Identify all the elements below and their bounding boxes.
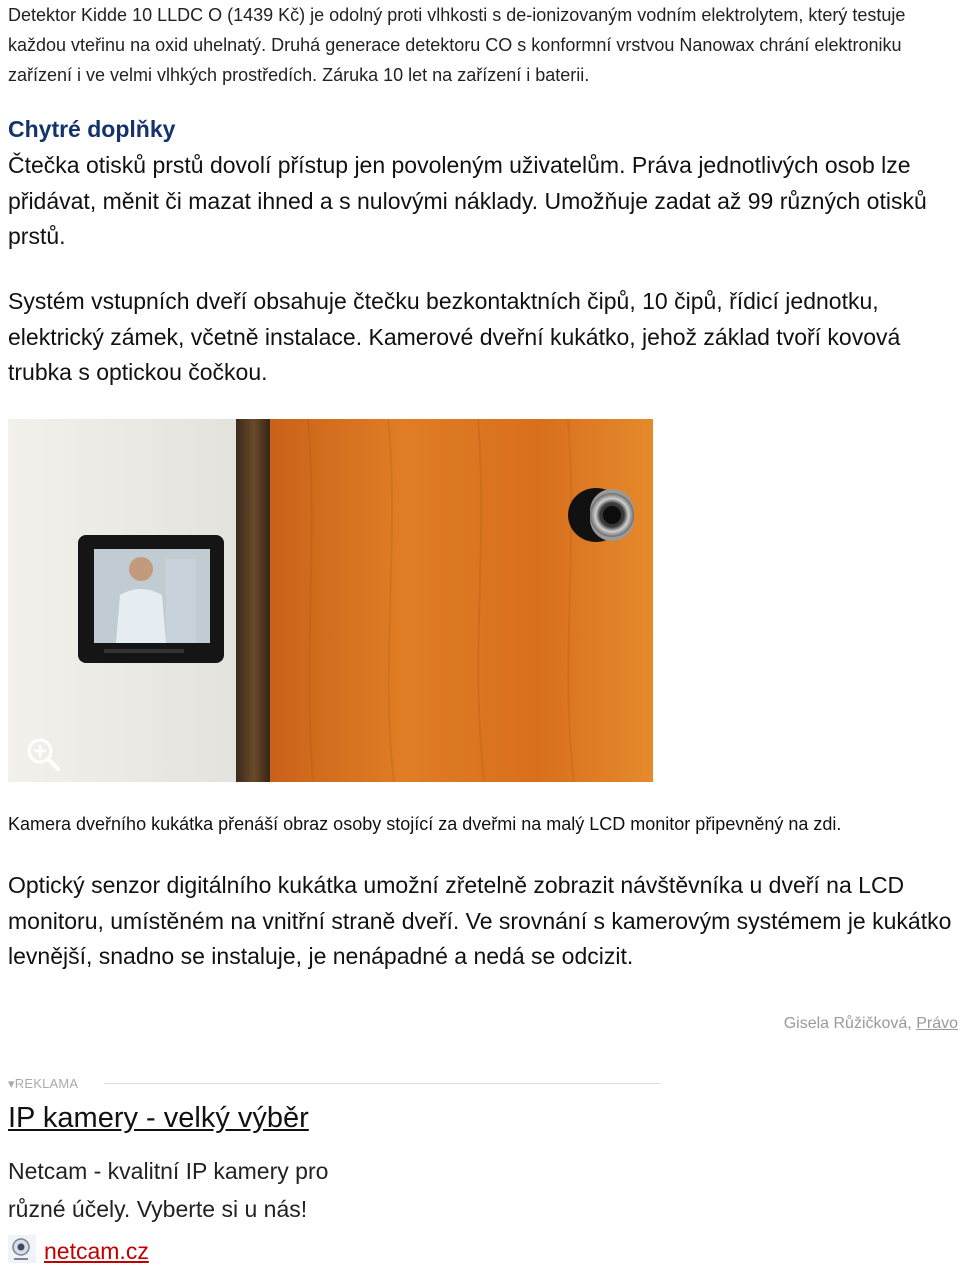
netcam-logo-icon[interactable] bbox=[8, 1235, 36, 1263]
byline bbox=[784, 1015, 958, 1033]
ad-divider bbox=[104, 1083, 661, 1084]
photo-caption: Kamera dveřního kukátka přenáší obraz osoby stojící za dveřmi na malý LCD monitor připevněný na zdi. bbox=[8, 814, 842, 834]
article-photo[interactable] bbox=[8, 419, 653, 782]
ad-title-link[interactable]: IP kamery - velký výběr bbox=[8, 1102, 309, 1134]
paragraph-entry-system: Systém vstupních dveří obsahuje čtečku bezkontaktních čipů, 10 čipů, řídicí jednotku, elektrický zámek, včetně instalace. Kamerové dveřní kukátko, jehož základ tvoří kovová trubka s optickou čočkou. bbox=[8, 288, 901, 385]
byline-source-link[interactable]: Právo bbox=[916, 1015, 958, 1032]
byline-author: Gisela Růžičková, bbox=[783, 1015, 917, 1032]
zoom-in-icon[interactable] bbox=[26, 737, 62, 773]
door-frame bbox=[236, 419, 272, 782]
paragraph-fingerprint: Čtečka otisků prstů dovolí přístup jen povoleným uživatelům. Práva jednotlivých osob lze přidávat, měnit či mazat ihned a s nulovými náklady. Umožňuje zadat až 99 různých otisků prstů. bbox=[8, 152, 927, 249]
ad-description: Netcam - kvalitní IP kamery pro různé účely. Vyberte si u nás! bbox=[8, 1158, 329, 1222]
paragraph-digital-peephole: Optický senzor digitálního kukátka umožní zřetelně zobrazit návštěvníka u dveří na LCD monitoru, umístěném na vnitřní straně dveří. Ve srovnání s kamerovým systémem je kukátko levnější, snadno se instaluje, je nenápadné a nedá se odcizit. bbox=[8, 872, 952, 969]
chevron-down-icon: ▾ bbox=[8, 1076, 15, 1091]
ad-label-text: REKLAMA bbox=[14, 1076, 79, 1091]
peephole-camera bbox=[568, 488, 634, 542]
lcd-monitor bbox=[78, 535, 224, 663]
ad-label bbox=[8, 1076, 78, 1092]
ad-url-link[interactable]: netcam.cz bbox=[44, 1238, 149, 1264]
door bbox=[270, 419, 653, 782]
intro-paragraph: Detektor Kidde 10 LLDC O (1439 Kč) je odolný proti vlhkosti s de-ionizovaným vodním elektrolytem, který testuje každou vteřinu na oxid uhelnatý. Druhá generace detektoru CO s konformní vrstvou Nanowax chrání elektroniku zařízení i ve velmi vlhkých prostředích. Záruka 10 let na zařízení i baterii. bbox=[8, 5, 906, 85]
section-heading: Chytré doplňky bbox=[8, 116, 176, 142]
